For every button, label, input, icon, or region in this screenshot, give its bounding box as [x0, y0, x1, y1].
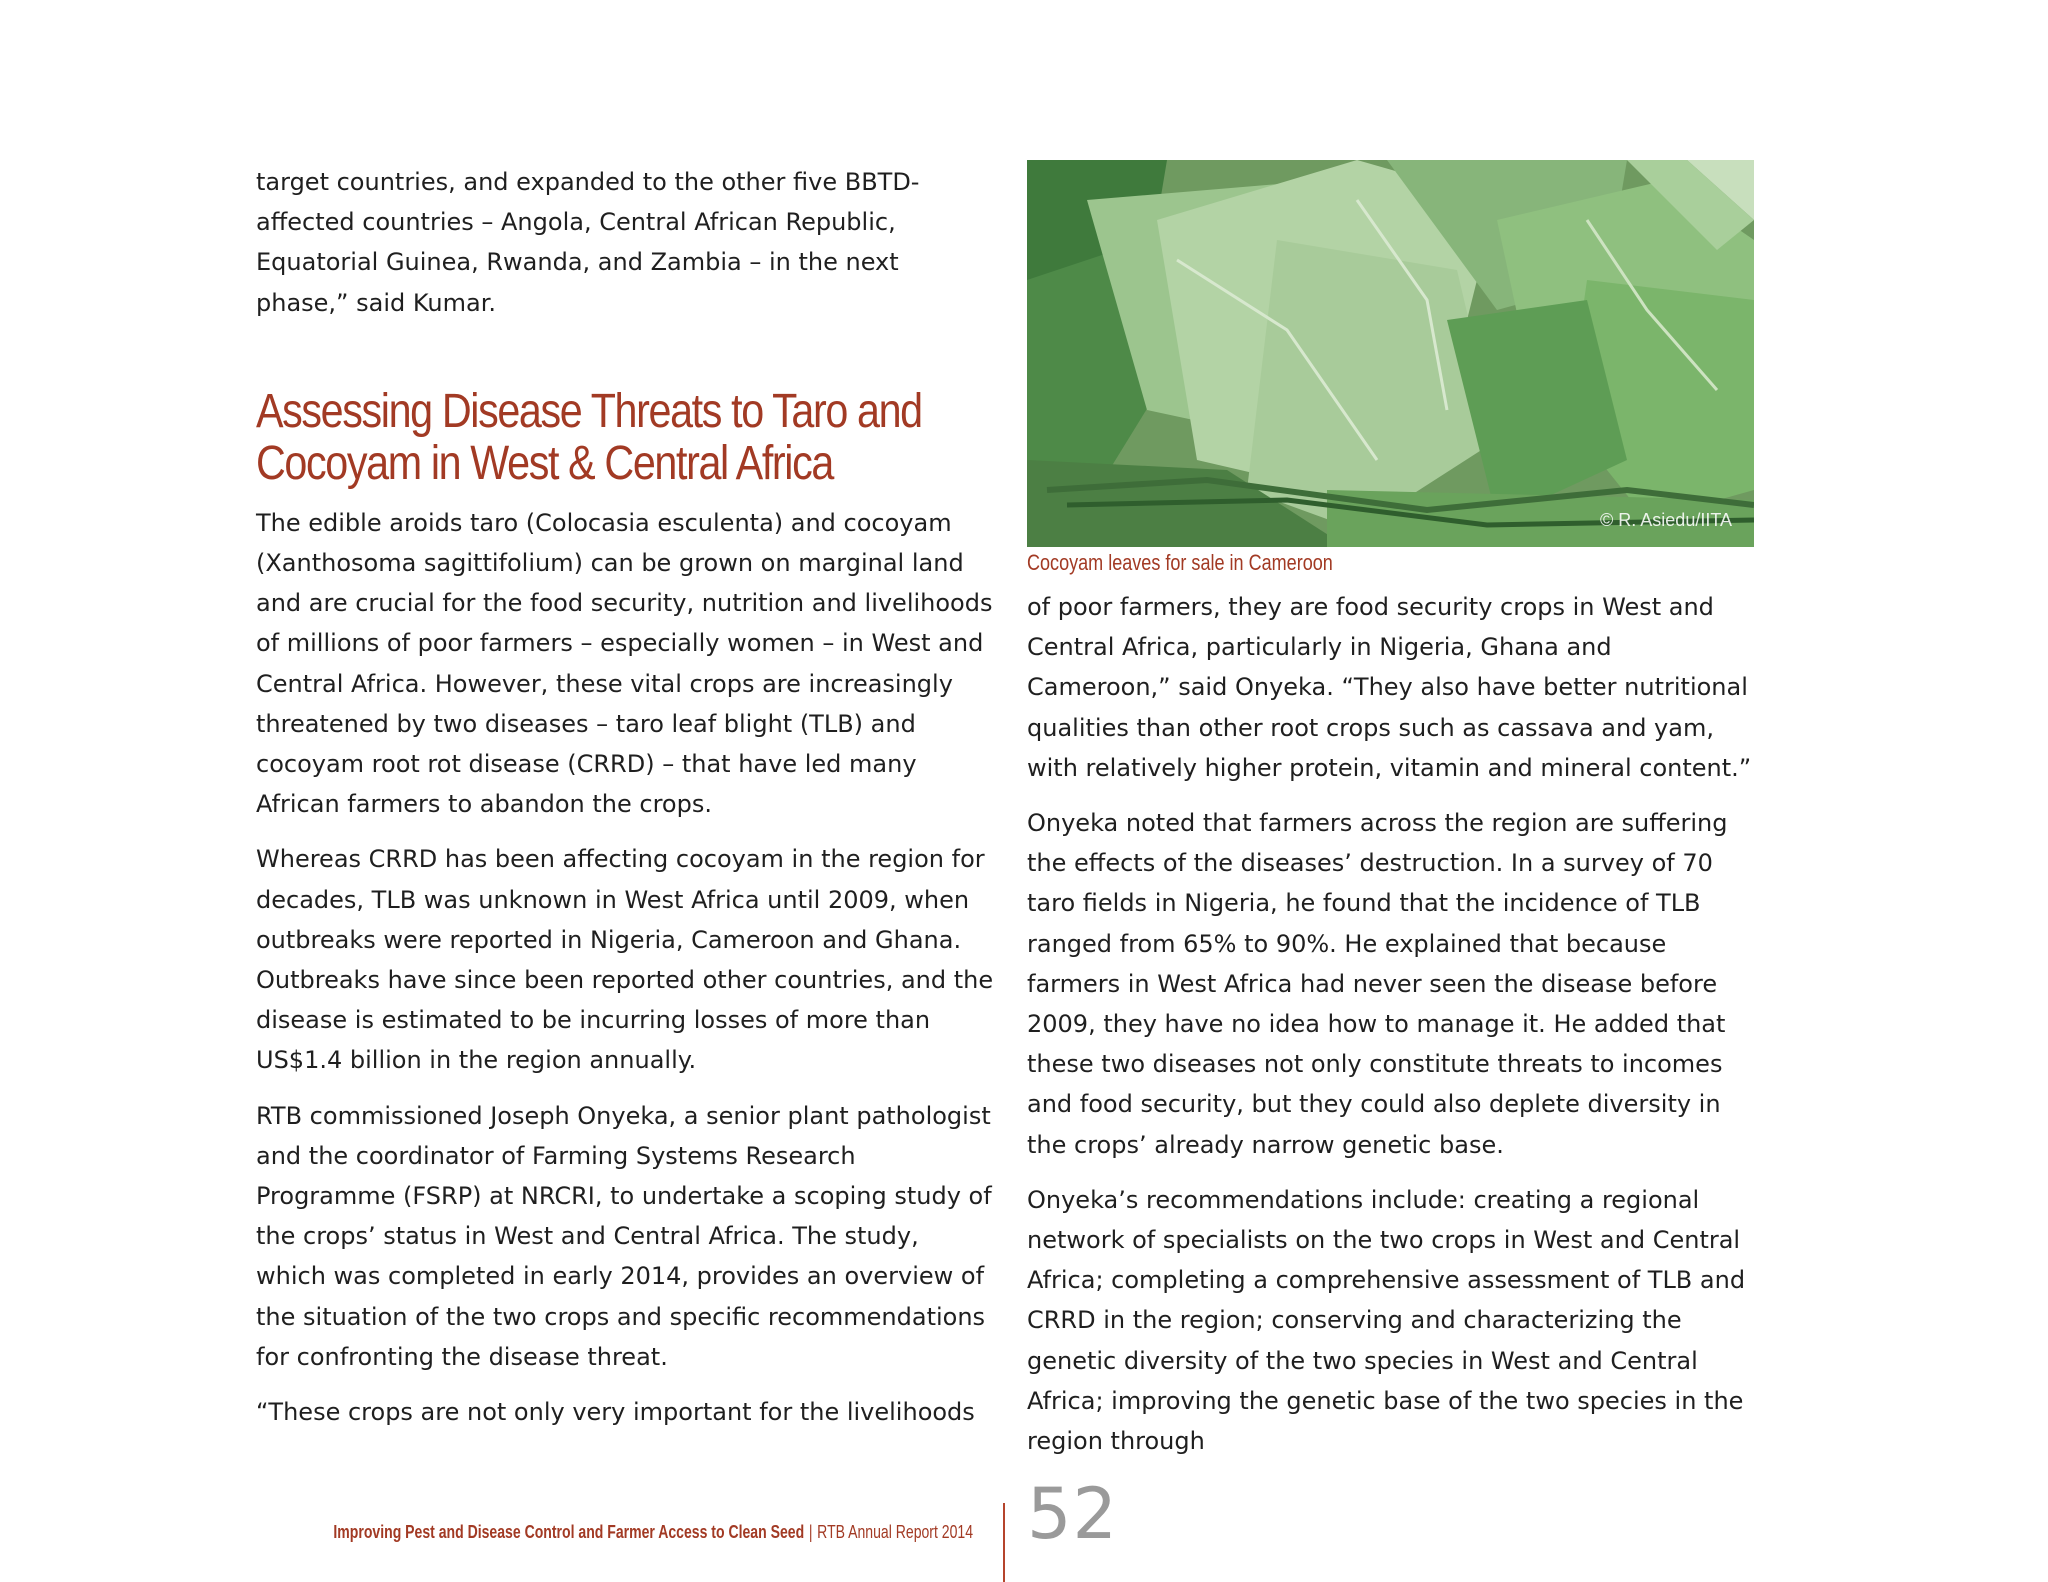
body-paragraph: Onyeka’s recommendations include: creating a regional network of specialists on the two crops in West and Central Africa; completing a comprehensive assessment of TLB and CRRD in the region; conserving and characterizing the genetic diversity of the two species in West and Central Africa; improving the genetic base of the two species in the region through — [1027, 1185, 1746, 1456]
footer-section-title: Improving Pest and Disease Control and Farmer Access to Clean Seed — [333, 1522, 805, 1542]
body-paragraph: of poor farmers, they are food security crops in West and Central Africa, particularly in Nigeria, Ghana and Cameroon,” said Onyeka. “They also have better nutritional qualities than other root crops such as cassava and yam, with relatively higher protein, vitamin and mineral content.” — [1027, 593, 1752, 782]
footer-divider — [1003, 1503, 1005, 1582]
body-paragraph: Onyeka noted that farmers across the region are suffering the effects of the diseases’ destruction. In a survey of 70 taro fields in Nigeria, he found that the incidence of TLB ranged from 65% to 90%. He explained that because farmers in West Africa had never seen the disease before 2009, they have no idea how to manage it. He added that these two diseases not only constitute threats to incomes and food security, but they could also deplete diversity in the crops’ already narrow genetic base. — [1027, 809, 1728, 1159]
cocoyam-leaves-photo — [1027, 160, 1754, 547]
footer-separator: | — [808, 1522, 813, 1542]
section-heading: Assessing Disease Threats to Taro and Cocoyam in West & Central Africa — [256, 384, 922, 490]
photo-credit: © R. Asiedu/IITA — [1600, 510, 1732, 530]
leaves-illustration — [1027, 160, 1754, 547]
page-number: 52 — [1027, 1473, 1119, 1555]
body-paragraph: RTB commissioned Joseph Onyeka, a senior plant pathologist and the coordinator of Farming Systems Research Programme (FSRP) at NRCRI, to undertake a scoping study of the crops’ status in West and Central Africa. The study, which was completed in early 2014, provides an overview of the situation of the two crops and specific recommendations for confronting the disease threat. — [256, 1101, 992, 1371]
intro-paragraph: target countries, and expanded to the other five BBTD-affected countries – Angola, Central African Republic, Equatorial Guinea, Rwanda, and Zambia – in the next phase,” said Kumar. — [256, 168, 920, 317]
footer-report-title: RTB Annual Report 2014 — [817, 1522, 973, 1542]
body-paragraph: The edible aroids taro (Colocasia esculenta) and cocoyam (Xanthosoma sagittifolium) can be grown on marginal land and are crucial for the food security, nutrition and livelihoods of millions of poor farmers – especially women – in West and Central Africa. However, these vital crops are increasingly threatened by two diseases – taro leaf blight (TLB) and cocoyam root rot disease (CRRD) – that have led many African farmers to abandon the crops. — [256, 508, 993, 819]
left-column — [256, 162, 996, 1447]
photo-caption: Cocoyam leaves for sale in Cameroon — [1027, 550, 1333, 575]
body-paragraph: “These crops are not only very important for the livelihoods — [256, 1398, 975, 1427]
body-paragraph: Whereas CRRD has been affecting cocoyam in the region for decades, TLB was unknown in West Africa until 2009, when outbreaks were reported in Nigeria, Cameroon and Ghana. Outbreaks have since been reported other countries, and the disease is estimated to be incurring losses of more than US$1.4 billion in the region annually. — [256, 845, 994, 1075]
right-column — [1027, 160, 1757, 1476]
page-footer — [333, 1522, 973, 1543]
